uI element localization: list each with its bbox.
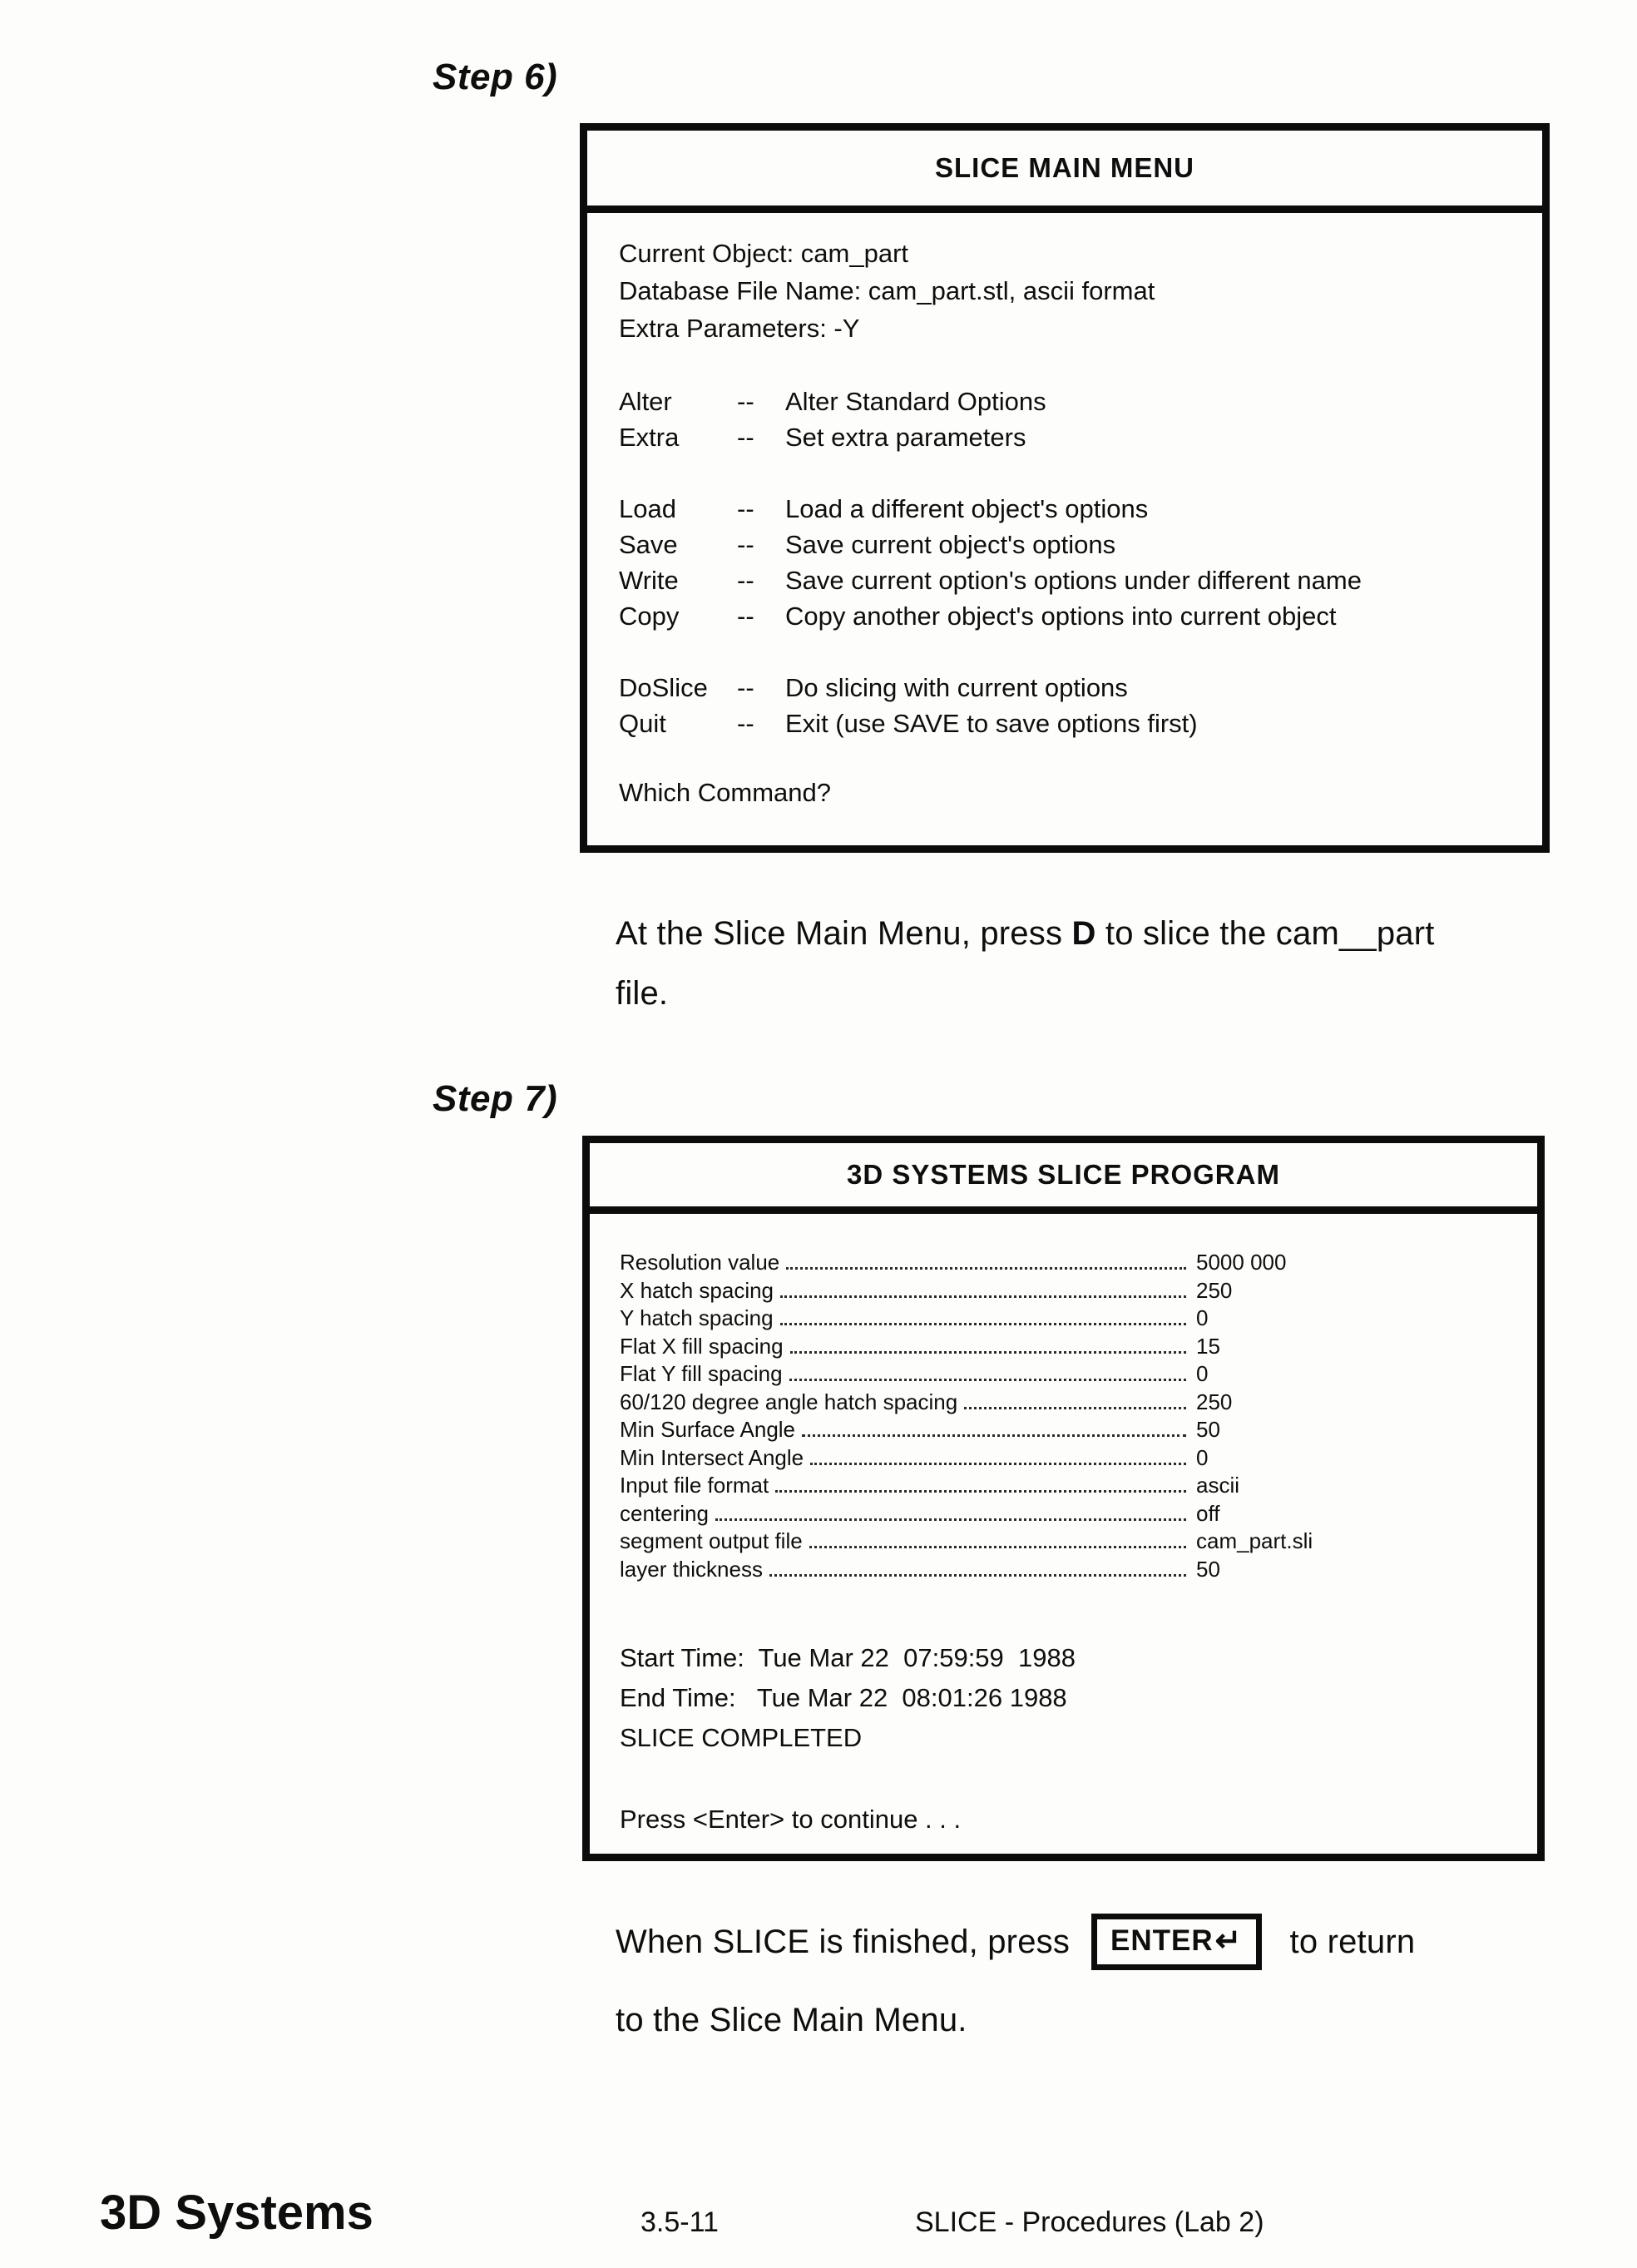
command-description: Save current object's options xyxy=(785,530,1116,559)
command-description: Load a different object's options xyxy=(785,494,1149,523)
command-row-save xyxy=(619,527,1517,562)
command-name: Load xyxy=(619,494,676,523)
enter-key-label: ENTER xyxy=(1110,1924,1214,1957)
command-description: Exit (use SAVE to save options first) xyxy=(785,709,1198,738)
dot-leader xyxy=(769,1574,1186,1577)
command-description: Copy another object's options into current object xyxy=(785,602,1337,631)
command-name: DoSlice xyxy=(619,673,708,702)
parameter-row-min-intersect xyxy=(620,1444,1521,1473)
parameter-value: 50 xyxy=(1196,1556,1220,1582)
parameter-label: layer thickness xyxy=(620,1556,763,1582)
parameter-value: 15 xyxy=(1196,1333,1220,1359)
dot-leader xyxy=(715,1518,1186,1521)
current-object-line: Current Object: cam_part xyxy=(619,239,909,268)
command-description: Set extra parameters xyxy=(785,423,1026,452)
step7-label: Step 7) xyxy=(433,1078,558,1119)
command-row-copy xyxy=(619,598,1517,634)
step7-instruction-text xyxy=(616,1912,1614,2050)
command-name: Save xyxy=(619,530,678,559)
dot-leader xyxy=(789,1379,1186,1381)
command-separator: -- xyxy=(737,709,754,738)
parameter-value: 250 xyxy=(1196,1277,1233,1303)
parameter-row-resolution xyxy=(620,1249,1521,1277)
which-command-prompt: Which Command? xyxy=(619,778,831,807)
parameter-row-60-120 xyxy=(620,1389,1521,1417)
instruction-line xyxy=(616,1912,1614,1972)
parameter-label: Flat Y fill spacing xyxy=(620,1361,783,1386)
footer-brand: 3D Systems xyxy=(100,2186,373,2240)
parameter-value: off xyxy=(1196,1500,1220,1526)
slice-main-menu-title: SLICE MAIN MENU xyxy=(935,152,1194,183)
footer-section-title: SLICE - Procedures (Lab 2) xyxy=(915,2206,1264,2238)
command-row-quit xyxy=(619,706,1517,741)
dot-leader xyxy=(809,1546,1186,1548)
command-separator: -- xyxy=(737,566,754,595)
enter-key xyxy=(1091,1914,1261,1970)
command-separator: -- xyxy=(737,387,754,416)
instruction-text: At the Slice Main Menu, press xyxy=(616,915,1072,952)
instruction-line: to the Slice Main Menu. xyxy=(616,2002,967,2038)
command-row-doslice xyxy=(619,670,1517,706)
command-name: Alter xyxy=(619,387,672,416)
extra-parameters-line: Extra Parameters: -Y xyxy=(619,314,860,343)
parameter-row-segment-output xyxy=(620,1528,1521,1556)
parameter-value: 0 xyxy=(1196,1361,1209,1386)
instruction-text: to slice the cam__part xyxy=(1095,915,1435,952)
parameter-row-y-hatch xyxy=(620,1305,1521,1333)
parameter-value: cam_part.sli xyxy=(1196,1528,1313,1553)
parameter-value: ascii xyxy=(1196,1473,1240,1498)
parameter-label: Flat X fill spacing xyxy=(620,1333,784,1359)
slice-program-window xyxy=(582,1136,1545,1861)
status-block xyxy=(620,1638,1521,1758)
parameter-label: Y hatch spacing xyxy=(620,1305,774,1330)
parameter-label: Resolution value xyxy=(620,1250,780,1275)
command-separator: -- xyxy=(737,494,754,523)
parameter-row-flat-y xyxy=(620,1360,1521,1389)
command-separator: -- xyxy=(737,673,754,702)
slice-main-menu-titlebar xyxy=(587,131,1542,213)
slice-program-titlebar xyxy=(590,1143,1537,1214)
step6-instruction-text xyxy=(616,904,1564,1023)
parameter-value: 250 xyxy=(1196,1389,1233,1414)
parameter-value: 0 xyxy=(1196,1444,1209,1470)
dot-leader xyxy=(786,1267,1186,1270)
parameter-value: 5000 000 xyxy=(1196,1250,1287,1275)
dot-leader xyxy=(964,1407,1186,1409)
database-file-line: Database File Name: cam_part.stl, ascii format xyxy=(619,276,1155,305)
dot-leader xyxy=(810,1463,1186,1465)
parameter-value: 50 xyxy=(1196,1417,1220,1442)
parameter-label: Min Surface Angle xyxy=(620,1417,796,1442)
instruction-text: When SLICE is finished, press xyxy=(616,1924,1071,1960)
dot-leader xyxy=(780,1323,1186,1325)
command-description: Save current option's options under different name xyxy=(785,566,1362,595)
parameter-value: 0 xyxy=(1196,1305,1209,1330)
dot-leader xyxy=(802,1434,1186,1437)
start-time-line: Start Time: Tue Mar 22 07:59:59 1988 xyxy=(620,1643,1076,1672)
return-arrow-icon: ↵ xyxy=(1214,1924,1243,1959)
slice-main-menu-window xyxy=(580,123,1550,853)
command-separator: -- xyxy=(737,530,754,559)
command-list xyxy=(619,384,1517,741)
command-row-alter xyxy=(619,384,1517,419)
command-description: Do slicing with current options xyxy=(785,673,1128,702)
footer-page-number: 3.5-11 xyxy=(640,2206,719,2238)
command-row-extra xyxy=(619,419,1517,455)
command-separator: -- xyxy=(737,423,754,452)
command-name: Write xyxy=(619,566,679,595)
parameter-row-centering xyxy=(620,1500,1521,1528)
command-name: Copy xyxy=(619,602,680,631)
command-description: Alter Standard Options xyxy=(785,387,1046,416)
end-time-line: End Time: Tue Mar 22 08:01:26 1988 xyxy=(620,1683,1067,1712)
command-row-load xyxy=(619,491,1517,527)
slice-program-body xyxy=(590,1214,1537,1835)
instruction-text: to return xyxy=(1289,1924,1416,1960)
parameter-label: Min Intersect Angle xyxy=(620,1444,804,1470)
slice-completed-line: SLICE COMPLETED xyxy=(620,1723,863,1752)
instruction-line: file. xyxy=(616,975,669,1012)
command-row-write xyxy=(619,562,1517,598)
parameter-label: Input file format xyxy=(620,1473,769,1498)
dot-leader xyxy=(790,1351,1186,1354)
parameter-row-x-hatch xyxy=(620,1277,1521,1305)
parameter-row-flat-x xyxy=(620,1333,1521,1361)
dot-leader xyxy=(780,1295,1186,1298)
slice-main-menu-body xyxy=(587,213,1542,810)
instruction-line xyxy=(616,904,1564,963)
parameter-row-input-format xyxy=(620,1472,1521,1500)
parameter-label: centering xyxy=(620,1500,709,1526)
parameter-row-min-surface xyxy=(620,1416,1521,1444)
dot-leader xyxy=(775,1490,1186,1493)
parameter-label: segment output file xyxy=(620,1528,803,1553)
command-name: Quit xyxy=(619,709,666,738)
step6-label: Step 6) xyxy=(433,57,558,97)
command-separator: -- xyxy=(737,602,754,631)
parameter-label: X hatch spacing xyxy=(620,1277,774,1303)
command-name: Extra xyxy=(619,423,680,452)
parameter-row-layer-thickness xyxy=(620,1556,1521,1584)
key-d-label: D xyxy=(1071,915,1096,952)
slice-program-title: 3D SYSTEMS SLICE PROGRAM xyxy=(847,1159,1280,1190)
parameter-label: 60/120 degree angle hatch spacing xyxy=(620,1389,958,1414)
press-enter-prompt: Press <Enter> to continue . . . xyxy=(620,1805,962,1834)
